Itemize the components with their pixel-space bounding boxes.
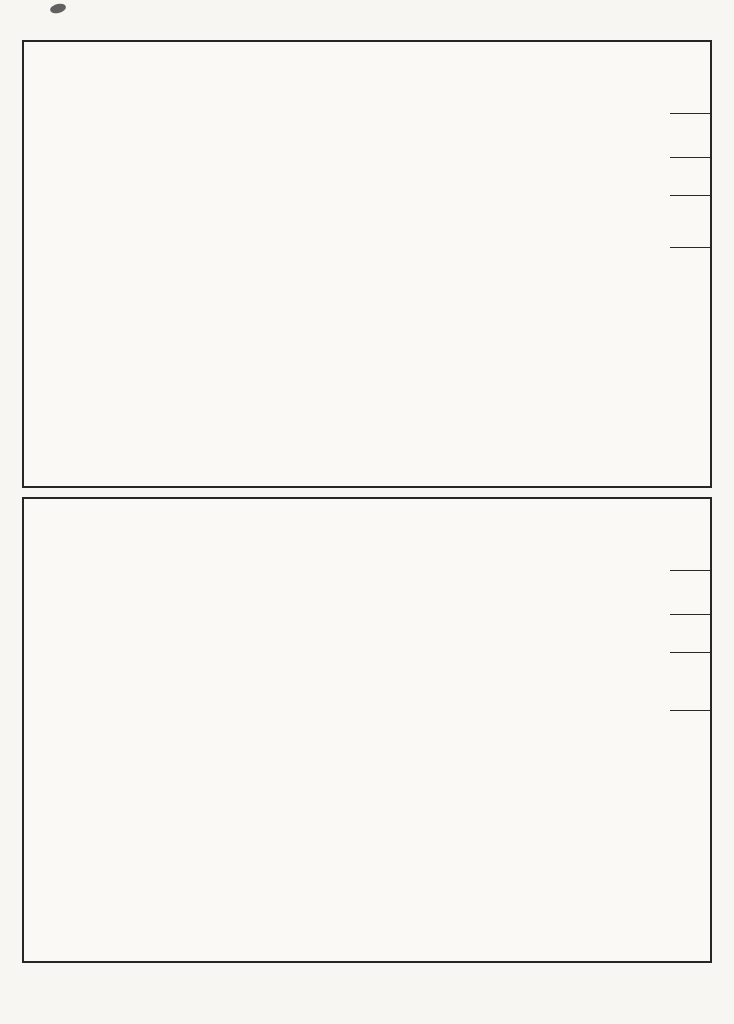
header-origin-cell	[670, 196, 710, 248]
roster-table-top	[22, 40, 712, 488]
header-column	[670, 42, 710, 486]
header-alias-cell	[670, 114, 710, 158]
header-origin-cell	[670, 653, 710, 711]
header-address-cell	[670, 711, 710, 961]
header-age-cell	[670, 158, 710, 196]
roster-table-bottom	[22, 497, 712, 963]
header-age-cell	[670, 615, 710, 653]
header-name-cell	[670, 42, 710, 114]
header-address-cell	[670, 248, 710, 486]
header-column	[670, 499, 710, 961]
header-name-cell	[670, 499, 710, 571]
header-alias-cell	[670, 571, 710, 615]
scan-smudge	[49, 2, 67, 15]
